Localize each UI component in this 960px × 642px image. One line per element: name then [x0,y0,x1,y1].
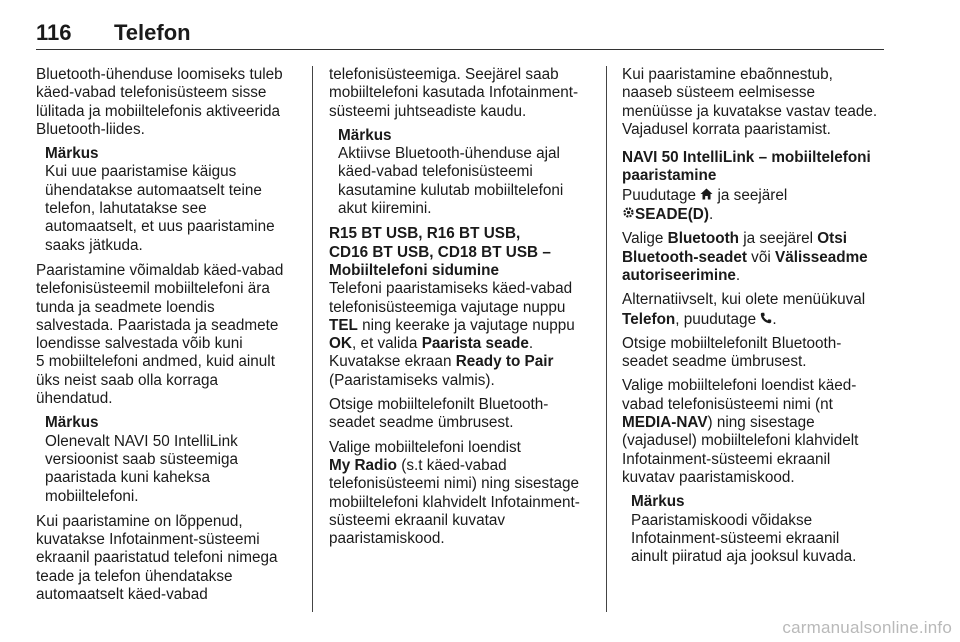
menu-name-telefon: Telefon [622,310,676,328]
note-box [631,493,888,566]
phone-handset-icon [760,310,772,328]
note-body: Aktiivse Bluetooth-ühenduse ajal käed-vabad telefonisüsteemi kasutamine kulutab mobiiltelefoni akut kiiremini. [338,145,564,218]
note-body: Paaristamiskoodi võidakse Infotainment-süsteemi ekraanil ainult piiratud aja jooksul kuvada. [631,511,857,566]
column-1 [36,66,298,610]
paragraph: Otsige mobiiltelefonilt Bluetooth- seadet seadme ümbrusest. [622,334,842,371]
note-body: Kui uue paaristamise käigus ühendatakse automaatselt teine telefon, lahutatakse see automaatselt, et uus paaristamine saaks jätkuda. [45,163,275,254]
menu-item-seade: SEADE(D) [635,206,709,224]
screen-name-ready-to-pair: Ready to Pair [455,353,554,371]
note-title: Märkus [338,126,392,144]
text: (Paaristamiseks valmis). [329,371,495,389]
text: , puudutage [675,310,761,328]
note-body: Olenevalt NAVI 50 IntelliLink versioonist saab süsteemiga paaristada kuni kaheksa mobiiltelefoni. [45,432,239,505]
menu-item-bluetooth: Bluetooth [667,230,740,248]
column-3 [622,66,888,573]
text: ja seejärel [717,186,788,204]
text: või [746,248,775,266]
section-heading: R15 BT USB, R16 BT USB, CD16 BT USB, CD18 BT USB – Mobiiltelefoni sidumine [329,225,551,279]
column-divider [606,66,607,612]
page-header [36,20,884,52]
text: . [772,310,777,328]
header-rule [36,49,884,50]
text: Telefoni paaristamiseks käed-vabad telefonisüsteemiga vajutage nuppu [329,280,573,316]
column-2 [329,66,591,554]
note-box [338,127,591,218]
device-name-media-nav: MEDIA-NAV [622,414,708,432]
note-title: Märkus [45,414,99,432]
paragraph: Bluetooth-ühenduse loomiseks tuleb käed-vabad telefonisüsteem sisse lülitada ja mobiiltelefonis aktiveerida Bluetooth-liides. [36,66,283,138]
menu-item-paarista-seade: Paarista seade [421,335,529,353]
device-name-my-radio: My Radio [329,456,397,474]
menu-item-valisseadme-autoriseerimine: Välisseadme autoriseerimine [622,248,868,284]
paragraph: Kui paaristamine ebaõnnestub, naaseb süsteem eelmisesse menüüsse ja kuvatakse vastav teade. Vajadusel korrata paaristamist. [622,66,878,138]
text: Valige [622,230,668,248]
text: . [708,206,714,224]
note-box [45,414,298,505]
text: . [735,266,741,284]
paragraph [622,377,888,487]
page-number: 116 [36,20,72,45]
note-box [45,145,298,255]
text: . Kuvatakse ekraan [329,335,534,371]
note-title: Märkus [631,493,685,511]
paragraph [622,291,888,329]
note-title: Märkus [45,145,99,163]
text: Valige mobiiltelefoni loendist [329,438,521,456]
paragraph [622,186,888,225]
text: Valige mobiiltelefoni loendist käed- vabad telefonisüsteemi nimi (nt [622,377,857,413]
text: Puudutage [622,186,701,204]
chapter-title: Telefon [114,20,191,45]
text: , et valida [351,335,422,353]
button-name-ok: OK [329,335,352,353]
menu-item-otsi-bluetooth-seadet: Otsi Bluetooth-seadet [622,230,847,266]
paragraph [622,230,888,285]
text: ja seejärel [739,230,818,248]
section-heading: NAVI 50 IntelliLink – mobiiltelefoni paaristamine [622,149,871,185]
button-name-tel: TEL [329,316,358,334]
paragraph [329,280,591,390]
paragraph: Paaristamine võimaldab käed-vabad telefonisüsteemil mobiiltelefoni ära tunda ja seadmete loendis salvestada. Paaristada ja seadmete loendisse salvestada võib kuni 5 mobiiltelefoni andmed, kuid ainult üks neist saab olla korraga ühendatud. [36,261,284,408]
text: Alternatiivselt, kui olete menüükuval [622,291,866,309]
home-icon [700,186,713,204]
watermark: carmanualsonline.info [782,618,952,637]
paragraph [329,439,591,549]
paragraph: telefonisüsteemiga. Seejärel saab mobiiltelefoni kasutada Infotainment- süsteemi juhtseadiste kaudu. [329,66,579,120]
column-divider [312,66,313,612]
text: ) ning sisestage (vajadusel) mobiiltelefoni klahvidelt Infotainment-süsteemi ekraanil kuvatav paaristamiskood. [622,414,859,486]
gear-icon [622,205,635,223]
paragraph: Otsige mobiiltelefonilt Bluetooth- seadet seadme ümbrusest. [329,396,549,432]
text: (s.t käed-vabad telefonisüsteemi nimi) ning sisestage mobiiltelefoni klahvidelt Infotainment- süsteemi ekraanil kuvatav paaristamiskood. [329,456,580,548]
paragraph: Kui paaristamine on lõppenud, kuvatakse Infotainment-süsteemi ekraanil paaristatud telefoni nimega teade ja telefon ühendatakse automaatselt käed-vabad [36,512,278,604]
text: ning keerake ja vajutage nuppu [362,316,575,334]
